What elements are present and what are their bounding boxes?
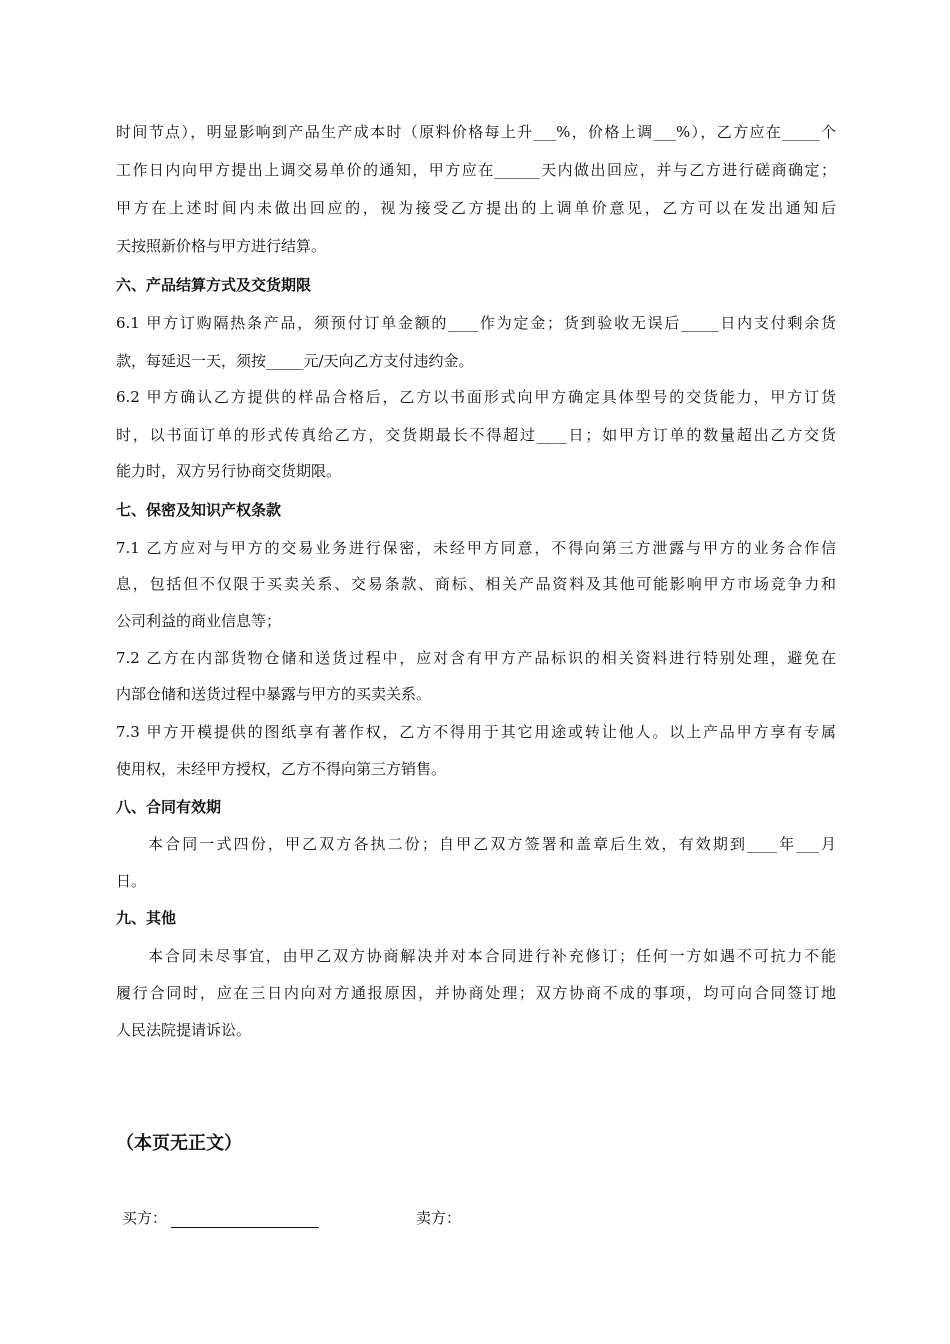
paragraph-line: 本合同一式四份，甲乙双方各执二份；自甲乙双方签署和盖章后生效，有效期到____年___月 (148, 835, 836, 853)
paragraph-line: 人民法院提请诉讼。 (116, 1021, 252, 1039)
section-heading-7: 七、保密及知识产权条款 (116, 501, 282, 519)
paragraph-line: 7.2 乙方在内部货物仓储和送货过程中，应对含有甲方产品标识的相关资料进行特别处理，避免在 (116, 649, 836, 667)
paragraph-line: 天按照新价格与甲方进行结算。 (116, 237, 327, 255)
paragraph-line: 本合同未尽事宜，由甲乙双方协商解决并对本合同进行补充修订；任何一方如遇不可抗力不能 (148, 947, 836, 965)
buyer-signature (122, 1208, 319, 1228)
seller-signature (416, 1208, 461, 1228)
paragraph-line: 6.2 甲方确认乙方提供的样品合格后，乙方以书面形式向甲方确定具体型号的交货能力，甲方订货 (116, 388, 836, 406)
paragraph-line: 能力时，双方另行协商交货期限。 (116, 462, 342, 480)
section-heading-9: 九、其他 (116, 909, 177, 927)
paragraph-line: 日。 (116, 872, 147, 890)
paragraph-line: 公司利益的商业信息等； (116, 612, 282, 630)
section-heading-8: 八、合同有效期 (116, 798, 222, 816)
paragraph-line: 工作日内向甲方提出上调交易单价的通知，甲方应在______天内做出回应，并与乙方进行磋商确定； (116, 161, 836, 179)
paragraph-line: 内部仓储和送货过程中暴露与甲方的买卖关系。 (116, 685, 432, 703)
paragraph-line: 时间节点），明显影响到产品生产成本时（原料价格每上升___%，价格上调___%），乙方应在_____个 (116, 123, 836, 141)
section-heading-6: 六、产品结算方式及交货期限 (116, 276, 312, 294)
paragraph-line: 时，以书面订单的形式传真给乙方，交货期最长不得超过____日；如甲方订单的数量超出乙方交货 (116, 426, 836, 444)
paragraph-line: 6.1 甲方订购隔热条产品，须预付订单金额的____作为定金；货到验收无误后_____日内支付剩余货 (116, 314, 836, 332)
paragraph-line: 7.3 甲方开模提供的图纸享有著作权，乙方不得用于其它用途或转让他人。以上产品甲方享有专属 (116, 723, 836, 741)
paragraph-line: 款，每延迟一天，须按_____元/天向乙方支付违约金。 (116, 352, 474, 370)
paragraph-line: 履行合同时，应在三日内向对方通报原因，并协商处理；双方协商不成的事项，均可向合同签订地 (116, 984, 836, 1002)
paragraph-line: 息，包括但不仅限于买卖关系、交易条款、商标、相关产品资料及其他可能影响甲方市场竞争力和 (116, 575, 836, 593)
seller-label: 卖方： (416, 1209, 462, 1227)
no-text-note: （本页无正文） (116, 1133, 242, 1154)
paragraph-line: 7.1 乙方应对与甲方的交易业务进行保密，未经甲方同意，不得向第三方泄露与甲方的业务合作信 (116, 539, 836, 557)
paragraph-line: 使用权，未经甲方授权，乙方不得向第三方销售。 (116, 760, 447, 778)
paragraph-line: 甲方在上述时间内未做出回应的，视为接受乙方提出的上调单价意见，乙方可以在发出通知后 (116, 199, 836, 217)
buyer-label: 买方： (122, 1209, 168, 1227)
buyer-signature-line[interactable] (171, 1211, 319, 1228)
